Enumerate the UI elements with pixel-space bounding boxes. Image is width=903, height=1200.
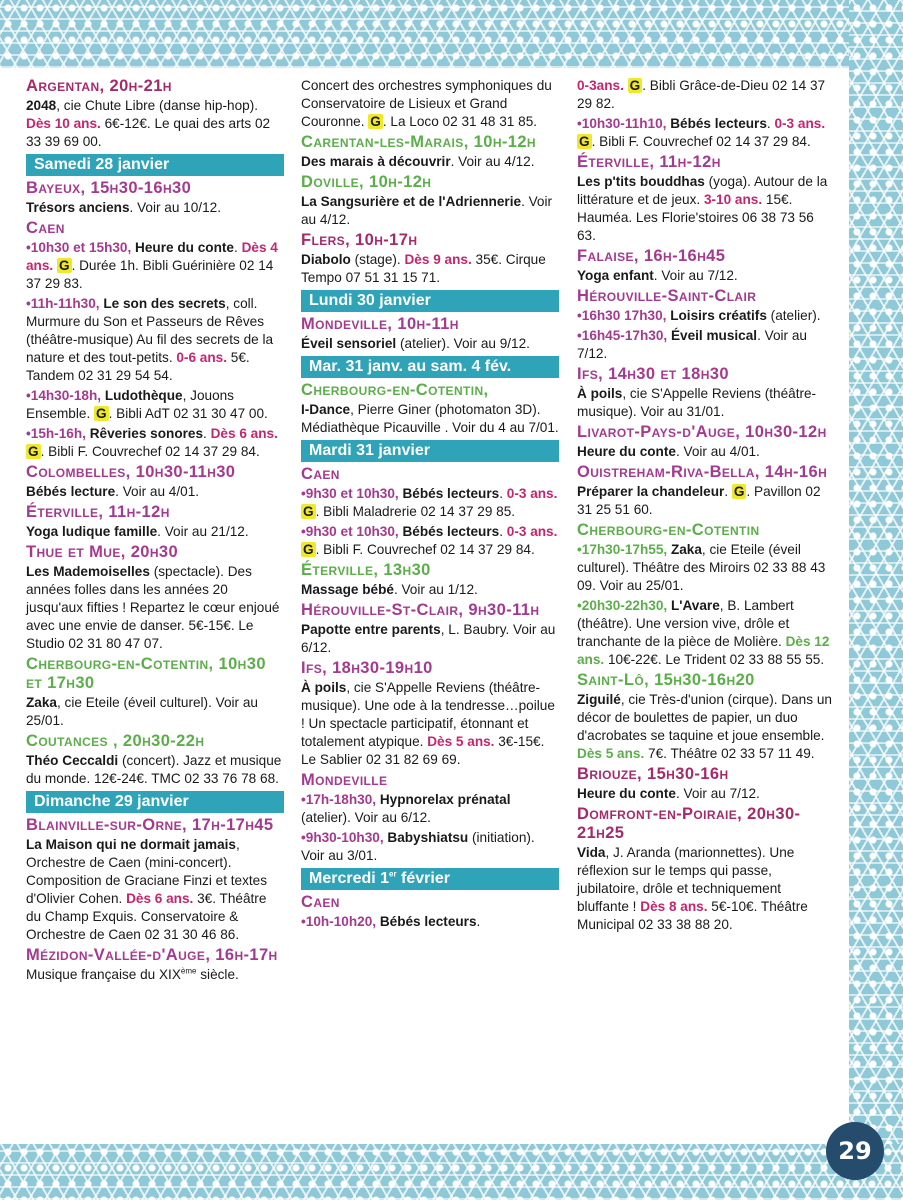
location-heading: Hérouville-Saint-Clair — [577, 287, 757, 305]
event-entry: •10h30-11h10, Bébés lecteurs. 0-3 ans. G . Bibli F. Couvrechef 02 14 37 29 84. — [577, 116, 826, 149]
event-entry: Yoga enfant. Voir au 7/12. — [577, 268, 738, 283]
event-entry: Des marais à découvrir. Voir au 4/12. — [301, 154, 535, 169]
decorative-border-bottom — [0, 1144, 903, 1200]
location-heading: Falaise, 16h-16h45 — [577, 247, 726, 265]
event-entry: Yoga ludique famille. Voir au 21/12. — [26, 524, 249, 539]
location-heading: Cherbourg-en-Cotentin, 10h30 et 17h30 — [26, 655, 266, 692]
day-header: Mardi 31 janvier — [301, 440, 559, 462]
location-heading: Caen — [301, 465, 340, 483]
event-entry: •17h-18h30, Hypnorelax prénatal (atelier). Voir au 6/12. — [301, 792, 511, 825]
free-badge: G — [96, 406, 107, 421]
event-entry: Massage bébé. Voir au 1/12. — [301, 582, 478, 597]
free-badge: G — [629, 78, 641, 93]
event-entry: Ziguilé, cie Très-d'union (cirque). Dans un décor de boulettes de papier, un duo d'acrobates se taquine et joue ensemble. Dès 5 ans. 7€. Théâtre 02 33 57 11 49. — [577, 692, 832, 761]
event-entry: Diabolo (stage). Dès 9 ans. 35€. Cirque Tempo 07 51 31 15 71. — [301, 252, 546, 285]
location-heading: Éterville, 11h-12h — [577, 153, 721, 171]
event-entry: Bébés lecture. Voir au 4/01. — [26, 484, 200, 499]
free-badge: G — [303, 542, 314, 557]
event-entry: La Maison qui ne dormait jamais, Orchestre de Caen (mini-concert). Composition de Graciane Finzi et textes d'Olivier Cohen. Dès 6 ans. 3€. Théâtre du Champ Exquis. Conservatoire & Orchestre de Caen 02 31 30 46 86. — [26, 837, 268, 942]
event-entry: À poils, cie S'Appelle Reviens (théâtre-musique). Voir au 31/01. — [577, 386, 817, 419]
event-entry: •9h30 et 10h30, Bébés lecteurs. 0-3 ans. G . Bibli F. Couvrechef 02 14 37 29 84. — [301, 524, 558, 557]
event-entry: •15h-16h, Rêveries sonores. Dès 6 ans. G . Bibli F. Couvrechef 02 14 37 29 84. — [26, 426, 278, 459]
location-heading: Colombelles, 10h30-11h30 — [26, 463, 236, 481]
location-heading: Thue et Mue, 20h30 — [26, 543, 179, 561]
event-entry: À poils, cie S'Appelle Reviens (théâtre-musique). Une ode à la tendresse…poilue ! Un spectacle participatif, étonnant et totalement atypique. Dès 5 ans. 3€-15€. Le Sablier 02 31 82 69 69. — [301, 680, 555, 767]
event-title: 2048 — [26, 98, 57, 113]
event-entry: 0-3ans. G . Bibli Grâce-de-Dieu 02 14 37 29 82. — [577, 78, 826, 111]
location-heading: Mondeville — [301, 771, 388, 789]
location-heading: Caen — [301, 893, 340, 911]
event-entry: •16h45-17h30, Éveil musical. Voir au 7/12. — [577, 328, 807, 361]
event-entry: Les Mademoiselles (spectacle). Des années folles dans les années 20 jusqu'aux fifties ! Repartez le cœur enjoué avec une envie de danser. 5€-15€. Le Studio 02 31 80 47 07. — [26, 564, 280, 651]
free-badge: G — [28, 444, 39, 459]
event-entry: 2048, cie Chute Libre (danse hip-hop). Dès 10 ans. 6€-12€. Le quai des arts 02 33 39 69 00. — [26, 98, 271, 149]
agenda-column-3 — [577, 76, 835, 936]
event-entry: •10h30 et 15h30, Heure du conte. Dès 4 ans. G . Durée 1h. Bibli Guérinière 02 14 37 29 83. — [26, 240, 278, 291]
event-entry: •11h-11h30, Le son des secrets, coll. Murmure du Son et Passeurs de Rêves (théâtre-musique) Au fil des secrets de la nature et des tout-petits. 0-6 ans. 5€. Tandem 02 31 29 54 54. — [26, 296, 274, 383]
agenda-column-1 — [26, 76, 284, 986]
day-header: Mercredi 1er février — [301, 868, 559, 890]
decorative-border-top — [0, 0, 903, 68]
age-label: Dès 10 ans. — [26, 116, 101, 131]
location-heading: Hérouville-St-Clair, 9h30-11h — [301, 601, 540, 619]
event-entry: Éveil sensoriel (atelier). Voir au 9/12. — [301, 336, 530, 351]
location-heading: Blainville-sur-Orne, 17h-17h45 — [26, 816, 274, 834]
agenda-page — [0, 68, 849, 1144]
location-heading: Ifs, 18h30-19h10 — [301, 659, 433, 677]
event-entry: Trésors anciens. Voir au 10/12. — [26, 200, 221, 215]
location-heading: Éterville, 13h30 — [301, 561, 431, 579]
event-entry: •14h30-18h, Ludothèque, Jouons Ensemble. G . Bibli AdT 02 31 30 47 00. — [26, 388, 268, 421]
location-heading: Saint-Lô, 15h30-16h20 — [577, 671, 755, 689]
event-entry: Zaka, cie Eteile (éveil culturel). Voir au 25/01. — [26, 695, 258, 728]
location-heading: Éterville, 11h-12h — [26, 503, 170, 521]
location-heading: Caen — [26, 219, 65, 237]
event-entry: Papotte entre parents, L. Baubry. Voir au 6/12. — [301, 622, 556, 655]
day-header: Lundi 30 janvier — [301, 290, 559, 312]
event-entry: Heure du conte. Voir au 7/12. — [577, 786, 760, 801]
location-heading: Argentan, 20h-21h — [26, 77, 172, 95]
event-entry: Les p'tits bouddhas (yoga). Autour de la littérature et de jeux. 3-10 ans. 15€. Hauméa. Les Florie'stoires 06 38 73 56 63. — [577, 174, 828, 243]
event-entry: Vida, J. Aranda (marionnettes). Une réflexion sur le temps qui passe, jubilatoire, drôle et techniquement bluffante ! Dès 8 ans. 5€-10€. Théâtre Municipal 02 33 38 88 20. — [577, 845, 808, 932]
location-heading: Cherbourg-en-Cotentin, — [301, 381, 489, 399]
event-entry: La Sangsurière et de l'Adriennerie. Voir au 4/12. — [301, 194, 553, 227]
free-badge: G — [58, 258, 70, 273]
location-heading: Coutances , 20h30-22h — [26, 732, 205, 750]
day-header: Samedi 28 janvier — [26, 154, 284, 176]
event-entry: I-Dance, Pierre Giner (photomaton 3D). Médiathèque Picauville . Voir du 4 au 7/01. — [301, 402, 559, 435]
event-entry: •9h30 et 10h30, Bébés lecteurs. 0-3 ans. G . Bibli Maladrerie 02 14 37 29 85. — [301, 486, 558, 519]
free-badge: G — [579, 134, 590, 149]
event-entry: •20h30-22h30, L'Avare, B. Lambert (théâtre). Une version vive, drôle et tranchante de la pièce de Molière. Dès 12 ans. 10€-22€. Le Trident 02 33 88 55 55. — [577, 598, 830, 667]
location-heading: Doville, 10h-12h — [301, 173, 432, 191]
location-heading: Cherbourg-en-Cotentin — [577, 521, 760, 539]
location-heading: Carentan-les-Marais, 10h-12h — [301, 133, 536, 151]
location-heading: Mondeville, 10h-11h — [301, 315, 459, 333]
free-badge: G — [303, 504, 314, 519]
event-entry: Musique française du XIXème siècle. — [26, 966, 239, 982]
event-entry: •16h30 17h30, Loisirs créatifs (atelier). — [577, 308, 821, 323]
location-heading: Briouze, 15h30-16h — [577, 765, 729, 783]
event-entry: •9h30-10h30, Babyshiatsu (initiation). Voir au 3/01. — [301, 830, 535, 863]
location-heading: Flers, 10h-17h — [301, 231, 418, 249]
free-badge: G — [733, 484, 745, 499]
event-entry: Théo Ceccaldi (concert). Jazz et musique du monde. 12€-24€. TMC 02 33 76 78 68. — [26, 753, 282, 786]
location-heading: Mézidon-Vallée-d'Auge, 16h-17h — [26, 946, 278, 964]
location-heading: Livarot-Pays-d'Auge, 10h30-12h — [577, 423, 827, 441]
event-entry: Préparer la chandeleur. G . Pavillon 02 31 25 51 60. — [577, 484, 821, 517]
location-heading: Bayeux, 15h30-16h30 — [26, 179, 192, 197]
event-entry: •17h30-17h55, Zaka, cie Eteile (éveil culturel). Théâtre des Miroirs 02 33 88 43 09. Voir au 25/01. — [577, 542, 826, 593]
event-entry: Concert des orchestres symphoniques du Conservatoire de Lisieux et Grand Couronne. G . La Loco 02 31 48 31 85. — [301, 78, 552, 129]
event-entry: •10h-10h20, Bébés lecteurs. — [301, 914, 481, 929]
day-header: Dimanche 29 janvier — [26, 791, 284, 813]
day-header: Mar. 31 janv. au sam. 4 fév. — [301, 356, 559, 378]
free-badge: G — [370, 114, 381, 129]
page-number: 29 — [826, 1122, 884, 1180]
location-heading: Ifs, 14h30 et 18h30 — [577, 365, 729, 383]
location-heading: Ouistreham-Riva-Bella, 14h-16h — [577, 463, 828, 481]
location-heading: Domfront-en-Poiraie, 20h30-21h25 — [577, 805, 801, 842]
agenda-column-2 — [301, 76, 559, 933]
decorative-border-right — [849, 0, 903, 1200]
event-entry: Heure du conte. Voir au 4/01. — [577, 444, 760, 459]
